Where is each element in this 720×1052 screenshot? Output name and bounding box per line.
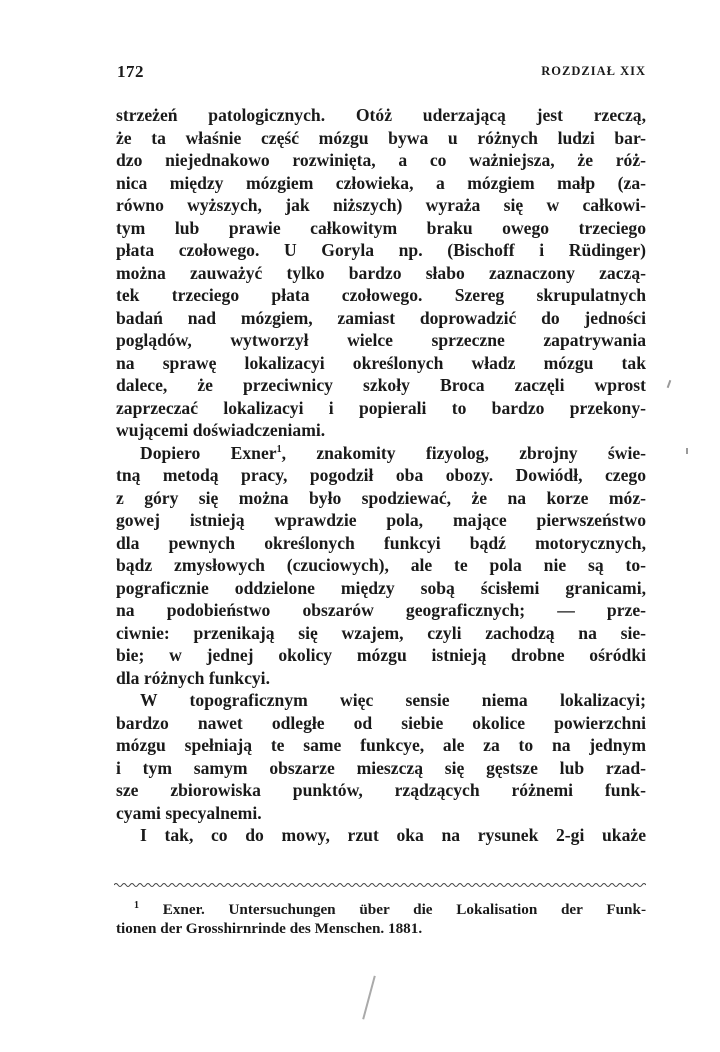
text-line: bądz zmysłowych (czuciowych), ale te pola nie są to- bbox=[116, 555, 646, 575]
text-line: na podobieństwo obszarów geograficznych; — prze- bbox=[116, 600, 646, 620]
text-line: że ta właśnie część mózgu bywa u różnych ludzi bar- bbox=[116, 127, 646, 148]
scan-artifact bbox=[362, 976, 375, 1020]
body-text bbox=[116, 104, 646, 847]
text-line: tną metodą pracy, pogodził oba obozy. Dowiódł, czego bbox=[116, 465, 646, 485]
text-line: W topograficznym więc sensie niema lokalizacyi; bbox=[140, 690, 646, 710]
footnote-marker: 1 bbox=[134, 899, 139, 911]
text-line: gowej istnieją wprawdzie pola, mające pierwszeństwo bbox=[116, 510, 646, 530]
exner-text-rest: , znakomity fizyolog, zbrojny świe- bbox=[281, 442, 646, 463]
text-line: dzo niejednakowo rozwinięta, a co ważniejsza, że róż- bbox=[116, 150, 646, 170]
text-line: z góry się można było spodziewać, że na korze móz- bbox=[116, 487, 646, 508]
page-number: 172 bbox=[117, 62, 144, 81]
text-line: mózgu spełniają te same funkcye, ale za to na jednym bbox=[116, 735, 646, 755]
text-line: ciwnie: przenikają się wzajem, czyli zachodzą na sie- bbox=[116, 622, 646, 643]
text-line: można zauważyć tylko bardzo słabo zaznaczony zaczą- bbox=[116, 262, 646, 283]
footnote bbox=[116, 900, 646, 938]
text-line: pograficznie oddzielone między sobą ścisłemi granicami, bbox=[116, 577, 646, 598]
text-line: równo wyższych, jak niższych) wyraża się w całkowi- bbox=[116, 195, 646, 215]
text-line: i tym samym obszarze mieszczą się gęstsze lub rzad- bbox=[116, 757, 646, 778]
footnote-text: Exner. Untersuchungen über die Lokalisation der Funk- bbox=[162, 901, 646, 918]
text-line: tek trzeciego płata czołowego. Szereg skrupulatnych bbox=[116, 285, 646, 305]
text-line: poglądów, wytworzył wielce sprzeczne zapatrywania bbox=[116, 330, 646, 350]
text-line: sze zbiorowiska punktów, rządzących różnemi funk- bbox=[116, 780, 646, 800]
footnote-reference[interactable]: 1 bbox=[276, 443, 282, 455]
text-line: bie; w jednej okolicy mózgu istnieją drobne ośródki bbox=[116, 645, 646, 665]
page-header bbox=[117, 62, 646, 86]
scan-artifact bbox=[686, 448, 688, 454]
text-line: dla pewnych określonych funkcyi bądź motorycznych, bbox=[116, 532, 646, 553]
footnote-line: tionen der Grosshirnrinde des Menschen. 1881. bbox=[116, 920, 423, 937]
running-head: ROZDZIAŁ XIX bbox=[541, 64, 646, 78]
footnote-line bbox=[116, 900, 646, 919]
text-line-exner bbox=[116, 442, 646, 465]
footnote-separator bbox=[114, 882, 646, 888]
text-line: nica między mózgiem człowieka, a mózgiem małp (za- bbox=[116, 172, 646, 193]
scan-artifact bbox=[667, 380, 672, 388]
text-line: dalece, że przeciwnicy szkoły Broca zaczęli wprost bbox=[116, 375, 646, 395]
text-line: bardzo nawet odległe od siebie okolice powierzchni bbox=[116, 712, 646, 733]
exner-text: Dopiero Exner bbox=[140, 442, 277, 463]
text-line: płata czołowego. U Goryla np. (Bischoff i Rüdinger) bbox=[116, 240, 646, 260]
text-line: wującemi doświadczeniami. bbox=[116, 420, 326, 440]
text-line: badań nad mózgiem, zamiast doprowadzić do jedności bbox=[116, 307, 646, 328]
text-line: zaprzeczać lokalizacyi i popierali to bardzo przekony- bbox=[116, 397, 646, 418]
text-line: tym lub prawie całkowitym braku owego trzeciego bbox=[116, 217, 646, 238]
text-line: cyami specyalnemi. bbox=[116, 802, 262, 823]
text-line: I tak, co do mowy, rzut oka na rysunek 2-gi ukaże bbox=[140, 825, 646, 845]
text-line: na sprawę lokalizacyi określonych władz mózgu tak bbox=[116, 352, 646, 373]
text-line: strzeżeń patologicznych. Otóż uderzającą jest rzeczą, bbox=[116, 105, 646, 125]
text-line: dla różnych funkcyi. bbox=[116, 667, 270, 688]
